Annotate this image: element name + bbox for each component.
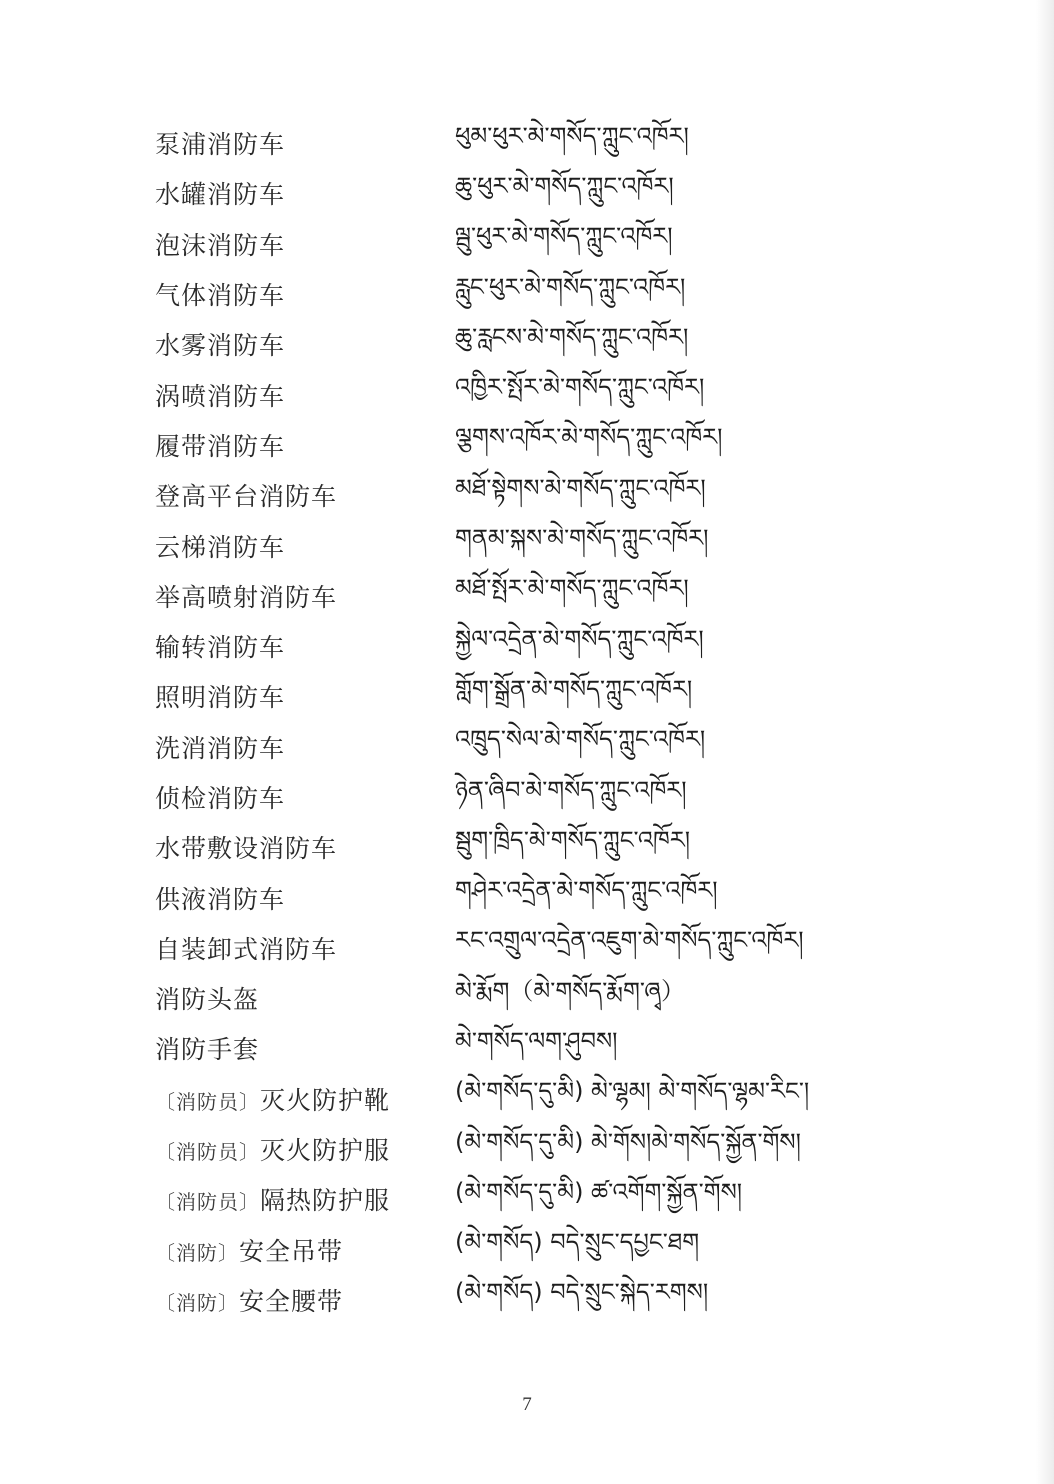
tibetan-term: (མེ་གསོད) བདེ་སྲུང་དཔྱང་ཐག [455, 1228, 700, 1257]
chinese-term: 洗消消防车 [155, 733, 286, 763]
chinese-term: 消防手套 [155, 1035, 260, 1065]
tibetan-term: རང་འགྲུལ་འདྲེན་འཇུག་མེ་གསོད་ཀླུང་འཁོར། [455, 926, 804, 955]
tibetan-term: རླུང་ཕུར་མེ་གསོད་ཀླུང་འཁོར། [455, 272, 686, 301]
tibetan-term: (མེ་གསོད་དུ་མི) མེ་ལྷམ། མེ་གསོད་ལྷམ་རིང་། [455, 1077, 810, 1106]
tibetan-term: འཁྲུད་སེལ་མེ་གསོད་ཀླུང་འཁོར། [455, 725, 706, 754]
tibetan-term: སྦུག་ཁྲིད་མེ་གསོད་ཀླུང་འཁོར། [455, 825, 691, 854]
chinese-term: 供液消防车 [155, 884, 286, 914]
chinese-term: 〔消防〕安全吊带 [155, 1236, 344, 1266]
chinese-term: 履带消防车 [155, 431, 286, 461]
tibetan-term: མཐོ་སྤོར་མེ་གསོད་ཀླུང་འཁོར། [455, 574, 689, 603]
tibetan-term: འཁྱིར་སྤོར་མེ་གསོད་ཀླུང་འཁོར། [455, 373, 705, 402]
chinese-term: 〔消防员〕灭火防护靴 [155, 1085, 391, 1115]
chinese-term: 水带敷设消防车 [155, 834, 338, 864]
term-qualifier: 〔消防〕 [155, 1290, 239, 1315]
chinese-term: 〔消防员〕灭火防护服 [155, 1136, 391, 1166]
tibetan-term: (མེ་གསོད་དུ་མི) མེ་གོས།མེ་གསོད་སྐྱོན་གོས། [455, 1127, 801, 1156]
glossary-list [155, 118, 1025, 1325]
page-number: 7 [522, 1394, 532, 1415]
chinese-term: 侦检消防车 [155, 784, 286, 813]
term-qualifier: 〔消防员〕 [155, 1190, 260, 1215]
chinese-term: 云梯消防车 [155, 532, 286, 562]
tibetan-term: མེ་རྨོག（མེ་གསོད་རྨོག་ཞྭ） [455, 976, 686, 1005]
tibetan-term: ལྕགས་འཁོར་མེ་གསོད་ཀླུང་འཁོར། [455, 423, 723, 452]
tibetan-term: སྐྱེལ་འདྲེན་མེ་གསོད་ཀླུང་འཁོར། [455, 624, 704, 653]
chinese-term: 〔消防〕安全腰带 [155, 1286, 344, 1316]
chinese-term: 水雾消防车 [155, 331, 286, 361]
term-qualifier: 〔消防员〕 [155, 1089, 260, 1114]
tibetan-term: (མེ་གསོད) བདེ་སྲུང་སྐེད་རགས། [455, 1278, 709, 1307]
chinese-term: 输转消防车 [155, 633, 286, 663]
chinese-term: 气体消防车 [155, 281, 286, 311]
tibetan-term: ལྦུ་ཕུར་མེ་གསོད་ཀླུང་འཁོར། [455, 222, 673, 251]
tibetan-term: མཐོ་སྟེགས་མེ་གསོད་ཀླུང་འཁོར། [455, 473, 706, 502]
tibetan-term: གཤེར་འདྲེན་མེ་གསོད་ཀླུང་འཁོར། [455, 876, 718, 905]
tibetan-term: ཆུ་ཕུར་མེ་གསོད་ཀླུང་འཁོར། [455, 171, 674, 200]
chinese-term: 消防头盔 [155, 985, 260, 1015]
tibetan-term: ཉེན་ཞིབ་མེ་གསོད་ཀླུང་འཁོར། [455, 775, 687, 804]
chinese-term: 水罐消防车 [155, 180, 286, 210]
chinese-term: 涡喷消防车 [155, 381, 286, 411]
glossary-entry [155, 1275, 1025, 1325]
tibetan-term: གློག་སྒྲོན་མེ་གསོད་ཀླུང་འཁོར། [455, 674, 693, 703]
tibetan-term: ཕུམ་ཕུར་མེ་གསོད་ཀླུང་འཁོར། [455, 121, 689, 150]
chinese-term: 登高平台消防车 [155, 482, 338, 512]
term-qualifier: 〔消防〕 [155, 1240, 239, 1265]
chinese-term: 举高喷射消防车 [155, 582, 338, 612]
page-edge-shadow [1036, 0, 1054, 1484]
tibetan-term: གནམ་སྐས་མེ་གསོད་ཀླུང་འཁོར། [455, 524, 709, 553]
chinese-term: 泵浦消防车 [155, 130, 286, 160]
chinese-term: 照明消防车 [155, 683, 286, 713]
chinese-term: 〔消防员〕隔热防护服 [155, 1186, 391, 1216]
tibetan-term: མེ་གསོད་ལག་ཤུབས། [455, 1027, 618, 1055]
term-qualifier: 〔消防员〕 [155, 1140, 260, 1165]
chinese-term: 自装卸式消防车 [155, 934, 338, 964]
tibetan-term: ཆུ་རླངས་མེ་གསོད་ཀླུང་འཁོར། [455, 322, 689, 351]
tibetan-term: (མེ་གསོད་དུ་མི) ཚ་འགོག་སྐྱོན་གོས། [455, 1177, 743, 1206]
chinese-term: 泡沫消防车 [155, 230, 286, 260]
